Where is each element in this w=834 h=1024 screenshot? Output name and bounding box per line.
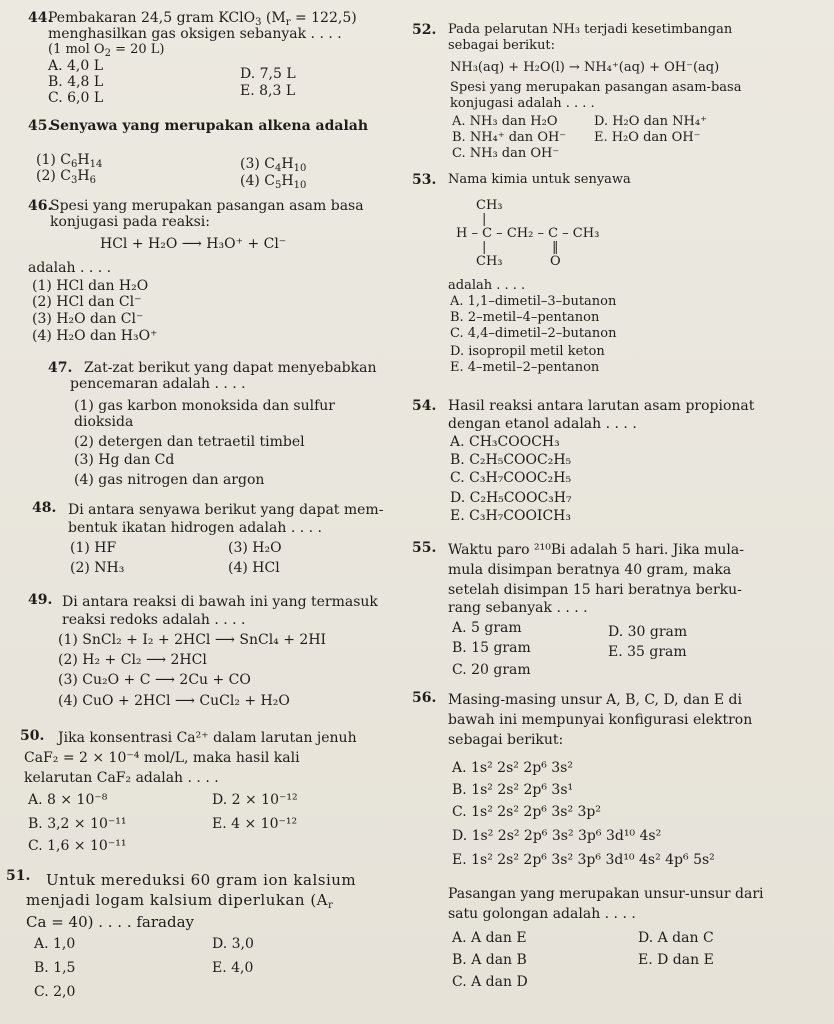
question-stem: rang sebanyak . . . . [448,600,588,616]
answer-option[interactable]: (4) H₂O dan H₃O⁺ [32,328,158,344]
answer-option[interactable]: B. 3,2 × 10⁻¹¹ [28,816,127,832]
answer-option[interactable]: (2) detergen dan tetraetil timbel [74,434,305,450]
question-stem: bentuk ikatan hidrogen adalah . . . . [68,520,322,536]
answer-option[interactable]: D. 2 × 10⁻¹² [212,792,298,808]
answer-option: D. 1s² 2s² 2p⁶ 3s² 3p⁶ 3d¹⁰ 4s² [452,828,662,844]
answer-option[interactable]: E. H₂O dan OH⁻ [594,130,701,145]
question-number: 53. [412,172,437,188]
answer-option[interactable]: E. D dan E [638,952,714,968]
question-stem: konjugasi adalah . . . . [450,96,595,111]
question-stem: (1 mol $O_2 = 20$ L) [48,42,165,59]
question-stem: Waktu paro ²¹⁰Bi adalah 5 hari. Jika mula- [448,542,744,558]
question-stem: CaF₂ = 2 × 10⁻⁴ mol/L, maka hasil kali [24,750,300,766]
question-stem: sebagai berikut: [448,732,564,748]
question-stem: adalah . . . . [448,278,526,293]
answer-option: A. 1s² 2s² 2p⁶ 3s² [452,760,573,776]
question-number: 50. [20,728,45,744]
answer-option: C. 1s² 2s² 2p⁶ 3s² 3p² [452,804,601,820]
question-stem: Pada pelarutan NH₃ terjadi kesetimbangan [448,22,733,37]
answer-option[interactable]: (2) HCl dan Cl⁻ [32,294,142,310]
question-stem: Ca = 40) . . . . faraday [26,913,195,931]
answer-option[interactable]: E. 8,3 L [240,83,296,99]
answer-option[interactable]: (3) H₂O dan Cl⁻ [32,311,144,327]
answer-option[interactable]: D. 3,0 [212,936,254,952]
answer-option[interactable]: A. A dan E [452,930,527,946]
answer-option[interactable]: B. 1,5 [34,960,76,976]
question-stem: konjugasi pada reaksi: [50,214,210,230]
answer-option[interactable]: D. C₂H₅COOC₃H₇ [450,490,572,506]
answer-option[interactable]: (3) H₂O [228,540,282,556]
answer-option[interactable]: C. 4,4–dimetil–2–butanon [450,326,617,341]
question-55 [412,540,834,680]
answer-option[interactable]: A. 5 gram [452,620,522,636]
answer-option[interactable]: (3) Hg dan Cd [74,452,175,468]
answer-option[interactable]: (1) HCl dan H₂O [32,278,149,294]
answer-option[interactable]: B. 4,8 L [48,74,104,90]
answer-option[interactable]: E. 35 gram [608,644,687,660]
question-52 [412,22,834,162]
question-number: 44. [28,10,53,26]
answer-option[interactable]: (1) HF [70,540,117,556]
answer-option[interactable]: (2) H₂ + Cl₂ ⟶ 2HCl [58,652,207,668]
answer-option[interactable]: B. C₂H₅COOC₂H₅ [450,452,572,468]
answer-option[interactable]: D. 7,5 L [240,66,296,82]
question-stem: Spesi yang merupakan pasangan asam basa [50,198,364,214]
question-stem: Untuk mereduksi 60 gram ion kalsium [46,871,357,889]
question-stem: sebagai berikut: [448,38,556,53]
question-48 [32,500,402,584]
answer-option[interactable]: A. 1,0 [34,936,76,952]
question-53 [412,172,834,386]
question-stem: Spesi yang merupakan pasangan asam-basa [450,80,742,95]
answer-option[interactable]: A. NH₃ dan H₂O [452,114,558,129]
question-50 [20,728,400,858]
answer-option[interactable]: (1) $C_6H_{14}$ [36,152,103,170]
answer-option[interactable]: A. CH₃COOCH₃ [450,434,560,450]
answer-option: B. 1s² 2s² 2p⁶ 3s¹ [452,782,574,798]
question-49 [28,592,400,720]
answer-option[interactable]: E. 4,0 [212,960,254,976]
answer-option[interactable]: C. 1,6 × 10⁻¹¹ [28,838,127,854]
question-stem: Zat-zat berikut yang dapat menyebabkan [84,360,377,376]
answer-option[interactable]: E. C₃H₇COOICH₃ [450,508,571,524]
reaction-equation: NH₃(aq) + H₂O(l) → NH₄⁺(aq) + OH⁻(aq) [450,60,720,75]
answer-option[interactable]: (2) $C_3H_6$ [36,168,96,186]
answer-option[interactable]: C. C₃H₇COOC₂H₅ [450,470,572,486]
answer-option[interactable]: C. 20 gram [452,662,531,678]
answer-option[interactable]: (3) $C_4H_{10}$ [240,156,307,174]
answer-option[interactable]: D. A dan C [638,930,714,946]
question-stem: Nama kimia untuk senyawa [448,172,631,187]
answer-option[interactable]: E. 4 × 10⁻¹² [212,816,298,832]
question-stem: adalah . . . . [28,260,112,276]
question-stem: Masing-masing unsur A, B, C, D, dan E di [448,692,742,708]
answer-option[interactable]: E. 4–metil–2–pentanon [450,360,600,375]
question-number: 54. [412,398,437,414]
answer-option[interactable]: C. NH₃ dan OH⁻ [452,146,560,161]
answer-option[interactable]: B. A dan B [452,952,527,968]
answer-option[interactable]: A. 4,0 L [48,58,104,74]
question-46 [28,198,398,348]
question-stem: dengan etanol adalah . . . . [448,416,637,432]
answer-option[interactable]: A. 1,1–dimetil–3–butanon [450,294,617,309]
answer-option[interactable]: C. 6,0 L [48,90,104,106]
answer-option[interactable]: (2) NH₃ [70,560,125,576]
answer-option[interactable]: D. 30 gram [608,624,688,640]
answer-option[interactable]: B. NH₄⁺ dan OH⁻ [452,130,567,145]
question-stem: Senyawa yang merupakan alkena adalah [50,118,369,134]
question-number: 49. [28,592,53,608]
answer-option[interactable]: (4) CuO + 2HCl ⟶ CuCl₂ + H₂O [58,693,290,709]
answer-option[interactable]: (4) HCl [228,560,280,576]
question-56 [412,690,834,1020]
answer-option-continuation: dioksida [74,414,134,430]
question-45 [28,118,398,196]
question-54 [412,398,834,534]
answer-option[interactable]: D. isopropil metil keton [450,344,605,359]
question-stem: Di antara senyawa berikut yang dapat mem- [68,502,384,518]
reaction-equation: HCl + H₂O ⟶ H₃O⁺ + Cl⁻ [100,236,287,252]
question-stem: Di antara reaksi di bawah ini yang termasuk [62,594,378,610]
question-stem: reaksi redoks adalah . . . . [62,612,246,628]
answer-option[interactable]: (4) $C_5H_{10}$ [240,173,307,191]
answer-option[interactable]: (4) gas nitrogen dan argon [74,472,265,488]
question-number: 55. [412,540,437,556]
question-number: 45. [28,118,53,134]
question-number: 46. [28,198,53,214]
answer-option[interactable]: (1) gas karbon monoksida dan sulfur [74,398,336,414]
structural-formula: CH₃ | H – C – CH₂ – C – CH₃ | ‖ CH₃ O [456,198,600,269]
question-stem: Jika konsentrasi Ca²⁺ dalam larutan jenuh [58,730,357,746]
question-51 [6,868,400,1018]
question-number: 47. [48,360,73,376]
question-stem: Pasangan yang merupakan unsur-unsur dari [448,886,764,902]
question-number: 52. [412,22,437,38]
question-number: 48. [32,500,57,516]
question-stem: bawah ini mempunyai konfigurasi elektron [448,712,753,728]
question-stem: Hasil reaksi antara larutan asam propionat [448,398,755,414]
answer-option[interactable]: B. 15 gram [452,640,531,656]
question-stem: kelarutan CaF₂ adalah . . . . [24,770,219,786]
answer-option[interactable]: (3) Cu₂O + C ⟶ 2Cu + CO [58,672,251,688]
question-stem: mula disimpan beratnya 40 gram, maka [448,562,732,578]
question-stem: satu golongan adalah . . . . [448,906,636,922]
answer-option[interactable]: (1) SnCl₂ + I₂ + 2HCl ⟶ SnCl₄ + 2HI [58,632,327,648]
question-stem: pencemaran adalah . . . . [70,376,246,392]
question-stem: menjadi logam kalsium diperlukan ($A_r$ [26,891,334,911]
question-47 [28,360,398,490]
question-stem: setelah disimpan 15 hari beratnya berku- [448,582,742,598]
answer-option[interactable]: C. A dan D [452,974,528,990]
question-44 [28,10,398,110]
answer-option[interactable]: D. H₂O dan NH₄⁺ [594,114,707,129]
answer-option[interactable]: A. 8 × 10⁻⁸ [28,792,108,808]
answer-option[interactable]: C. 2,0 [34,984,76,1000]
question-stem: menghasilkan gas oksigen sebanyak . . . . [48,26,342,42]
answer-option: E. 1s² 2s² 2p⁶ 3s² 3p⁶ 3d¹⁰ 4s² 4p⁶ 5s² [452,852,715,868]
question-number: 56. [412,690,437,706]
answer-option[interactable]: B. 2–metil–4–pentanon [450,310,600,325]
question-stem: Pembakaran 24,5 gram KClO$_3$ $(M_r = 122,5)$ [48,10,357,28]
question-number: 51. [6,868,31,884]
